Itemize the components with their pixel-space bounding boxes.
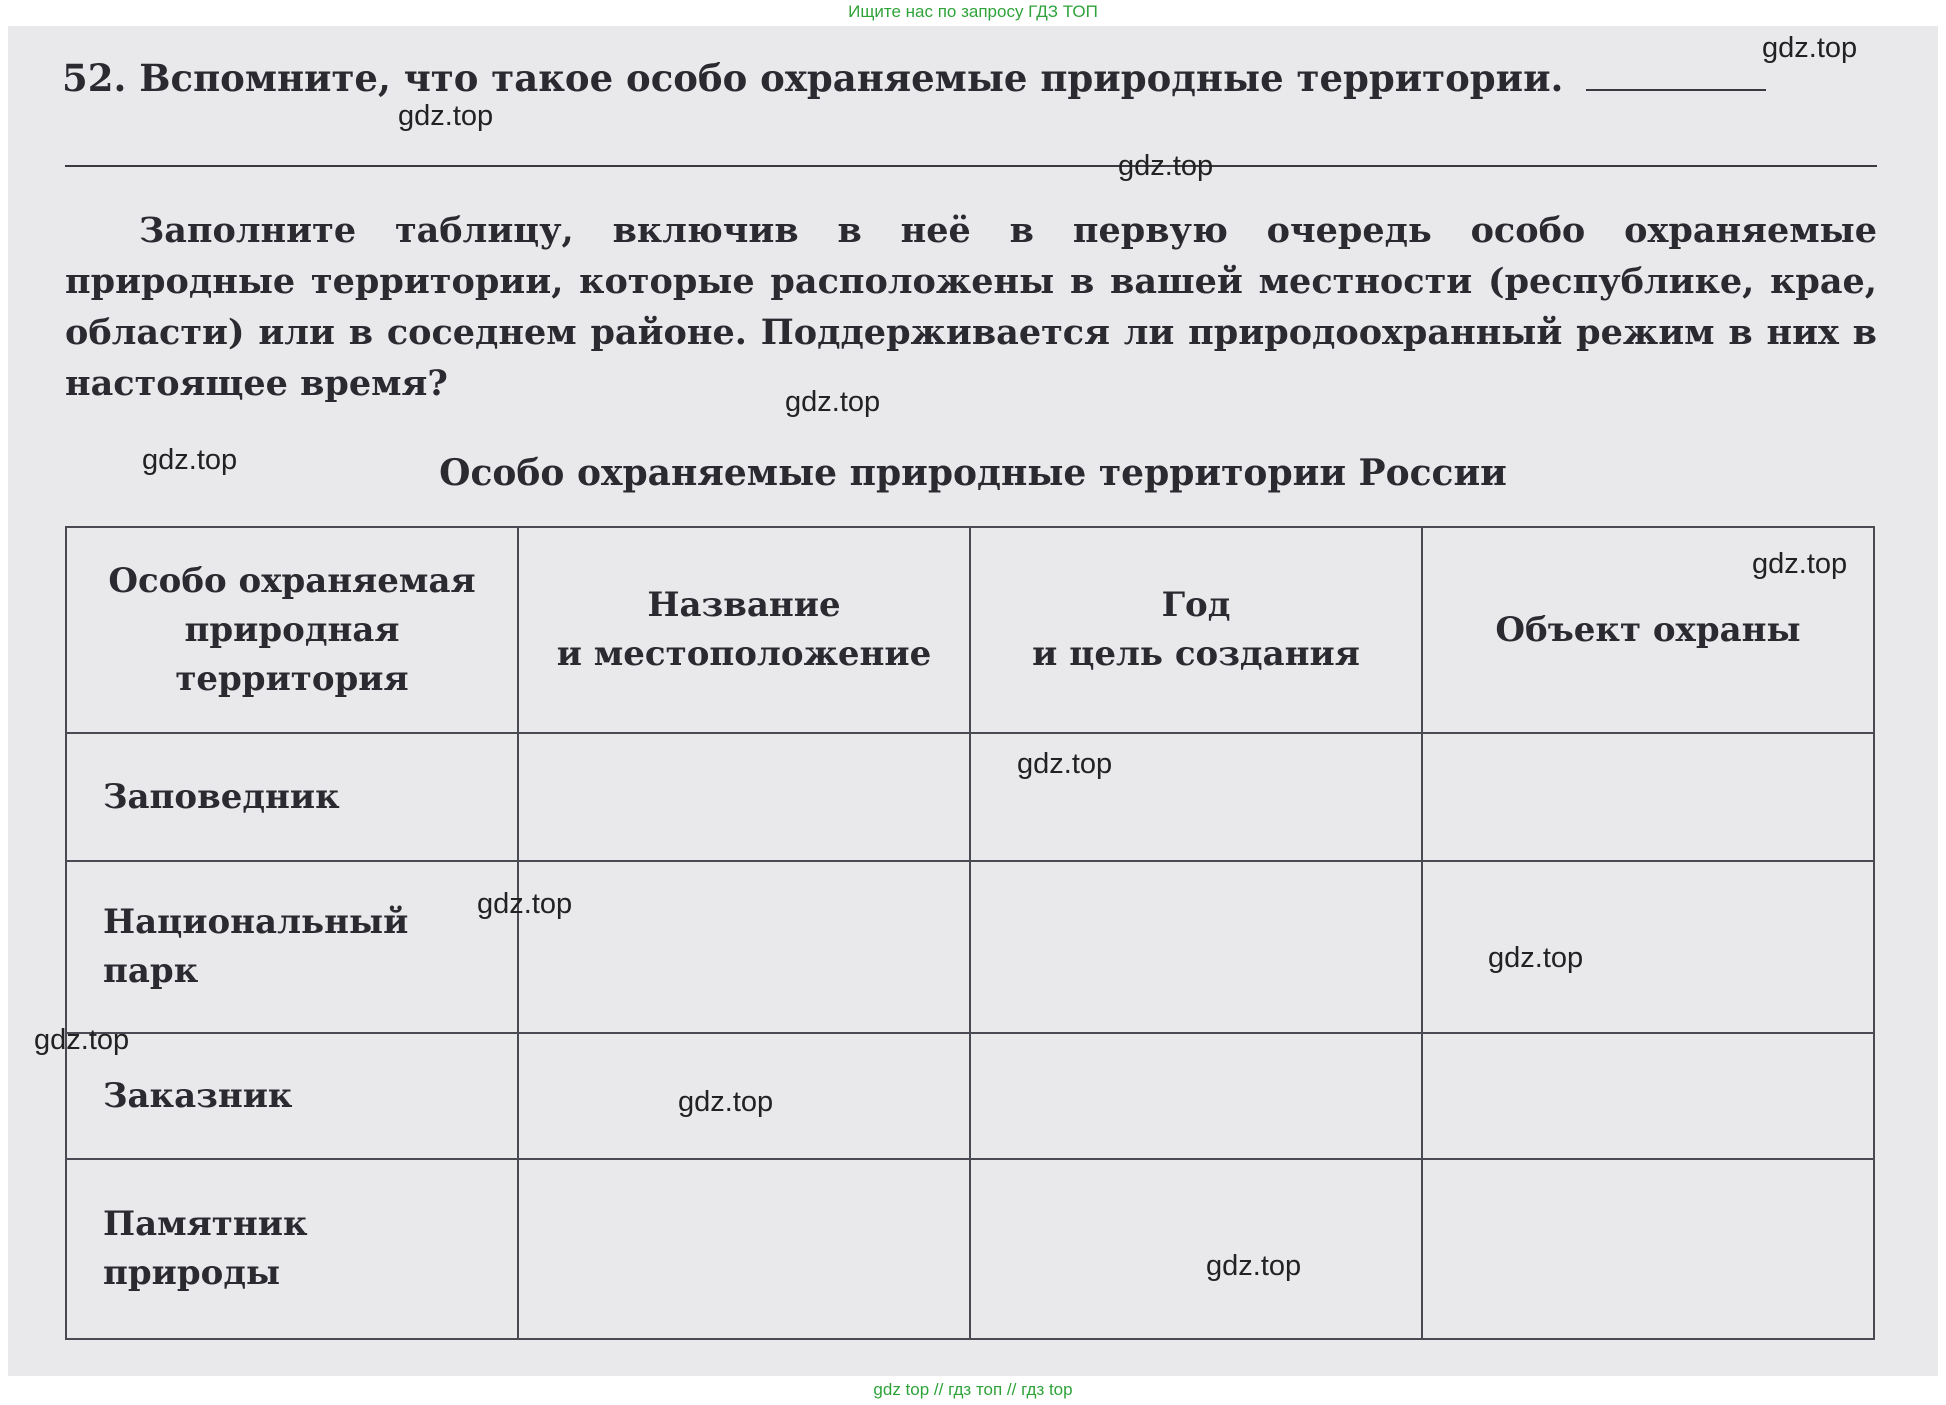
header-cell-year: Год и цель создания	[970, 527, 1422, 733]
input-cell[interactable]	[1422, 1159, 1874, 1339]
table-title: Особо охраняемые природные территории России	[439, 452, 1507, 494]
bottom-banner: gdz top // гдз топ // гдз top	[873, 1380, 1073, 1399]
input-cell[interactable]	[970, 861, 1422, 1033]
input-cell[interactable]	[1422, 733, 1874, 861]
watermark: gdz.top	[34, 1024, 130, 1056]
answer-line-2[interactable]	[65, 165, 1877, 167]
table-row	[66, 861, 1874, 1033]
row-label-zakaznik: Заказник	[66, 1033, 518, 1159]
table-row	[66, 733, 1874, 861]
task-number: 52.	[62, 56, 127, 100]
watermark: gdz.top	[1752, 548, 1848, 580]
header-cell-type: Особо охраняемая природная территория	[66, 527, 518, 733]
task-question	[62, 48, 1882, 108]
watermark: gdz.top	[678, 1086, 774, 1118]
watermark: gdz.top	[1206, 1250, 1302, 1282]
input-cell[interactable]	[970, 1033, 1422, 1159]
answer-line[interactable]	[1586, 59, 1766, 91]
table-header-row	[66, 527, 1874, 733]
input-cell[interactable]	[1422, 1033, 1874, 1159]
header-cell-object: Объект охраны	[1422, 527, 1874, 733]
watermark: gdz.top	[785, 386, 881, 418]
top-banner: Ищите нас по запросу ГДЗ ТОП	[848, 2, 1098, 21]
watermark: gdz.top	[1762, 32, 1858, 64]
row-label-zapovednik: Заповедник	[66, 733, 518, 861]
watermark: gdz.top	[477, 888, 573, 920]
input-cell[interactable]	[518, 1159, 970, 1339]
watermark: gdz.top	[1017, 748, 1113, 780]
row-label-national-park: Национальный парк	[66, 861, 518, 1033]
watermark: gdz.top	[1118, 150, 1214, 182]
instruction-text: Заполните таблицу, включив в неё в первую очередь особо охраняемые природные территории, которые расположены в вашей местности (республике, крае, области) или в соседнем районе. Поддерживается ли природоохранный режим в них в настоящее время?	[65, 210, 1877, 404]
input-cell[interactable]	[518, 861, 970, 1033]
watermark: gdz.top	[398, 100, 494, 132]
task-question-text: Вспомните, что такое особо охраняемые природные территории.	[139, 56, 1564, 100]
table-row	[66, 1159, 1874, 1339]
watermark: gdz.top	[142, 444, 238, 476]
watermark: gdz.top	[1488, 942, 1584, 974]
table-row	[66, 1033, 1874, 1159]
input-cell[interactable]	[518, 733, 970, 861]
input-cell[interactable]	[970, 1159, 1422, 1339]
header-cell-name: Название и местоположение	[518, 527, 970, 733]
protected-areas-table	[65, 526, 1875, 1340]
row-label-nature-monument: Памятник природы	[66, 1159, 518, 1339]
